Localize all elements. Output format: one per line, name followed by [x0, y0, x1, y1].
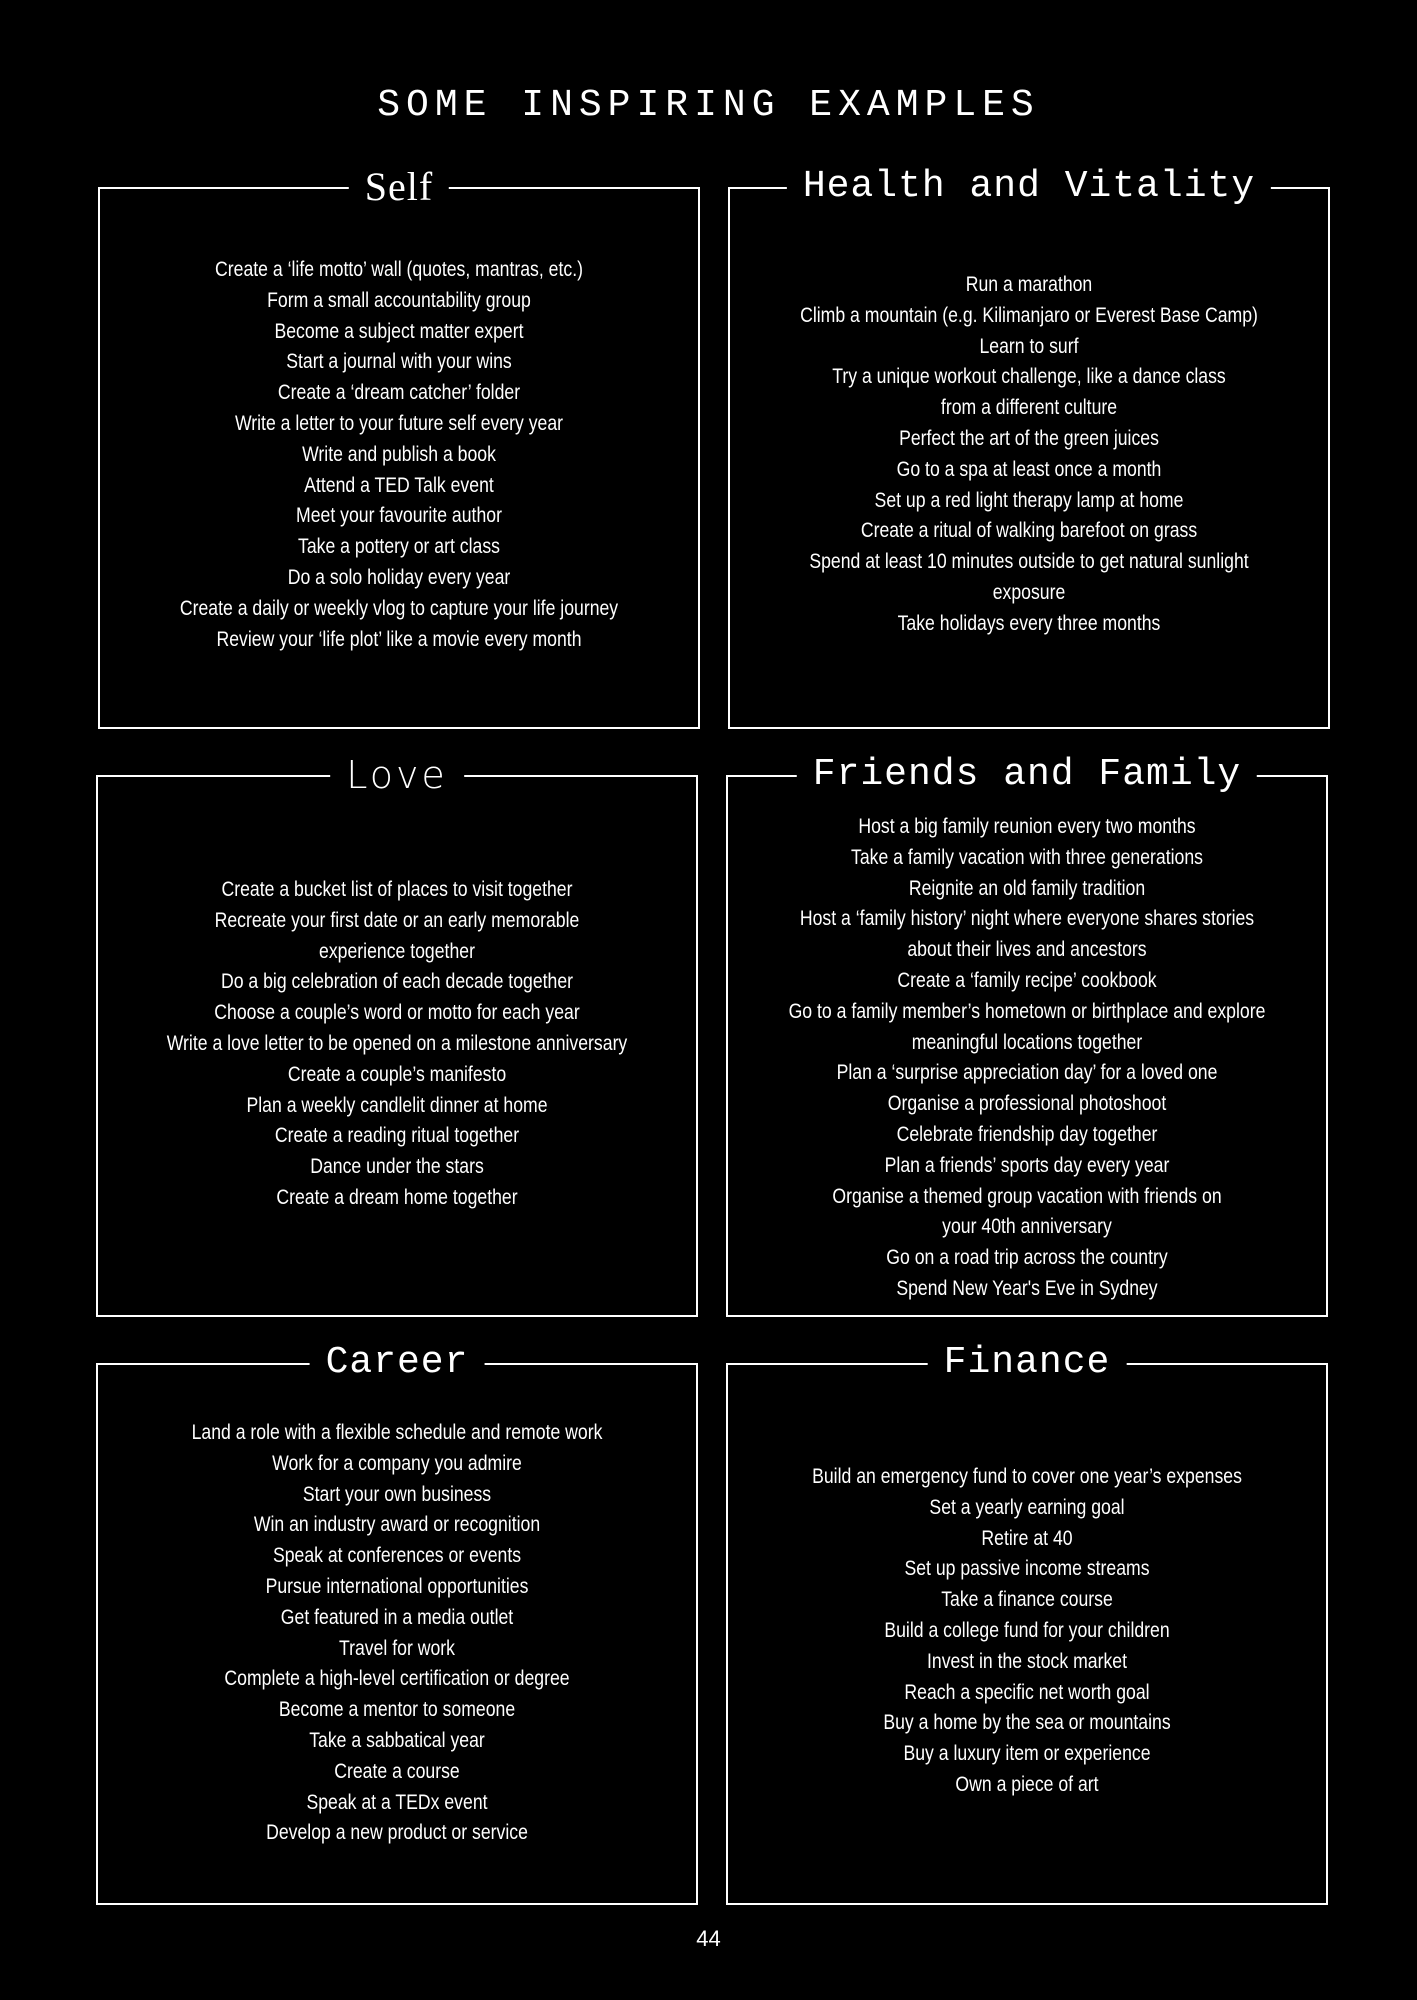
list-item: Retire at 40 — [981, 1526, 1073, 1550]
section-health-and-vitality — [728, 165, 1330, 729]
list-item: Create a course — [334, 1759, 460, 1783]
list-item: your 40th anniversary — [942, 1215, 1112, 1239]
list-item: Create a bucket list of places to visit together — [221, 878, 573, 901]
list-item: Attend a TED Talk event — [304, 473, 494, 497]
list-item: Host a big family reunion every two months — [858, 815, 1196, 838]
list-item: Do a solo holiday every year — [287, 565, 511, 589]
section-friends-and-family — [726, 753, 1328, 1317]
item-list — [776, 812, 1278, 1305]
list-item: Set up passive income streams — [904, 1557, 1150, 1581]
item-list — [776, 1462, 1278, 1801]
list-item: Form a small accountability group — [267, 288, 531, 312]
section-title: Self — [349, 163, 449, 211]
list-item: Complete a high-level certification or degree — [224, 1667, 570, 1691]
list-item: Become a subject matter expert — [274, 319, 524, 343]
list-item: Win an industry award or recognition — [253, 1513, 541, 1537]
section-title: Finance — [928, 1339, 1127, 1387]
list-item: Pursue international opportunities — [265, 1574, 529, 1598]
list-item: Celebrate friendship day together — [896, 1122, 1158, 1146]
list-item: Get featured in a media outlet — [280, 1605, 514, 1629]
list-item: Recreate your first date or an early memorable — [214, 908, 580, 932]
list-item: Go to a spa at least once a month — [896, 457, 1162, 481]
list-item: about their lives and ancestors — [907, 938, 1147, 962]
list-item: Create a couple’s manifesto — [287, 1062, 507, 1086]
list-item: Create a ritual of walking barefoot on grass — [860, 519, 1198, 543]
section-self — [98, 164, 700, 729]
list-item: Own a piece of art — [955, 1772, 1099, 1796]
item-list — [148, 255, 650, 655]
list-item: Choose a couple’s word or motto for each year — [214, 1001, 580, 1025]
list-item: Take a finance course — [941, 1588, 1113, 1612]
list-item: Develop a new product or service — [266, 1821, 528, 1845]
list-item: Buy a luxury item or experience — [903, 1742, 1151, 1766]
list-item: Create a ‘dream catcher’ folder — [277, 381, 521, 405]
list-item: Start a journal with your wins — [286, 350, 512, 374]
page-number: 44 — [696, 1926, 721, 1951]
list-item: Create a reading ritual together — [274, 1124, 520, 1148]
list-item: Start your own business — [302, 1482, 492, 1506]
section-title: Career — [310, 1339, 485, 1387]
list-item: Speak at conferences or events — [272, 1544, 522, 1568]
list-item: Invest in the stock market — [926, 1649, 1127, 1673]
section-career — [96, 1341, 698, 1905]
list-item: from a different culture — [940, 396, 1118, 420]
list-item: Run a marathon — [965, 273, 1093, 296]
list-item: Become a mentor to someone — [278, 1698, 516, 1722]
list-item: Speak at a TEDx event — [306, 1790, 488, 1814]
list-item: experience together — [319, 939, 475, 963]
list-item: Buy a home by the sea or mountains — [883, 1711, 1171, 1735]
list-item: Learn to surf — [979, 334, 1079, 358]
list-item: Go on a road trip across the country — [886, 1246, 1168, 1270]
item-list — [146, 1418, 648, 1849]
list-item: Plan a friends’ sports day every year — [884, 1153, 1170, 1177]
list-item: Create a ‘life motto’ wall (quotes, mantras, etc.) — [215, 258, 583, 281]
list-item: exposure — [992, 580, 1066, 604]
list-item: Plan a ‘surprise appreciation day’ for a loved one — [836, 1061, 1218, 1085]
list-item: Host a ‘family history’ night where everyone shares stories — [799, 907, 1255, 931]
list-item: Climb a mountain (e.g. Kilimanjaro or Everest Base Camp) — [800, 303, 1258, 327]
section-finance — [726, 1341, 1328, 1905]
list-item: Set up a red light therapy lamp at home — [874, 488, 1184, 512]
list-item: Take holidays every three months — [897, 611, 1161, 635]
item-list — [146, 875, 648, 1214]
list-item: Meet your favourite author — [296, 504, 502, 528]
section-title: Health and Vitality — [787, 163, 1271, 211]
section-title: Friends and Family — [797, 751, 1257, 799]
list-item: Dance under the stars — [310, 1155, 484, 1179]
list-item: Take a family vacation with three generations — [850, 845, 1204, 869]
list-item: Build a college fund for your children — [884, 1618, 1170, 1642]
list-item: Land a role with a flexible schedule and remote work — [191, 1421, 603, 1444]
list-item: Write a letter to your future self every year — [234, 411, 564, 435]
list-item: Write and publish a book — [302, 442, 496, 466]
list-item: Create a daily or weekly vlog to capture your life journey — [179, 596, 619, 620]
list-item: Spend New Year's Eve in Sydney — [896, 1276, 1158, 1300]
list-item: Organise a professional photoshoot — [887, 1092, 1167, 1116]
list-item: Do a big celebration of each decade together — [220, 970, 574, 994]
list-item: Perfect the art of the green juices — [899, 426, 1159, 450]
list-item: Reach a specific net worth goal — [904, 1680, 1150, 1704]
list-item: Travel for work — [339, 1636, 455, 1660]
list-item: meaningful locations together — [911, 1030, 1143, 1054]
page-title: SOME INSPIRING EXAMPLES — [377, 84, 1040, 127]
list-item: Take a sabbatical year — [309, 1728, 485, 1752]
section-title: Love — [330, 751, 464, 799]
list-item: Plan a weekly candlelit dinner at home — [246, 1093, 548, 1117]
list-item: Work for a company you admire — [272, 1451, 522, 1475]
list-item: Try a unique workout challenge, like a dance class — [832, 365, 1226, 389]
list-item: Go to a family member’s hometown or birthplace and explore — [788, 999, 1266, 1023]
list-item: Set a yearly earning goal — [929, 1495, 1125, 1519]
section-love — [96, 753, 698, 1317]
list-item: Spend at least 10 minutes outside to get natural sunlight — [809, 550, 1249, 574]
list-item: Build an emergency fund to cover one year’s expenses — [812, 1465, 1242, 1488]
list-item: Create a ‘family recipe’ cookbook — [897, 968, 1157, 992]
list-item: Take a pottery or art class — [298, 535, 500, 559]
item-list — [778, 270, 1280, 640]
list-item: Create a dream home together — [276, 1185, 518, 1209]
list-item: Write a love letter to be opened on a milestone anniversary — [166, 1031, 628, 1055]
list-item: Organise a themed group vacation with friends on — [832, 1184, 1222, 1208]
list-item: Reignite an old family tradition — [908, 876, 1146, 900]
list-item: Review your ‘life plot’ like a movie every month — [216, 627, 582, 651]
